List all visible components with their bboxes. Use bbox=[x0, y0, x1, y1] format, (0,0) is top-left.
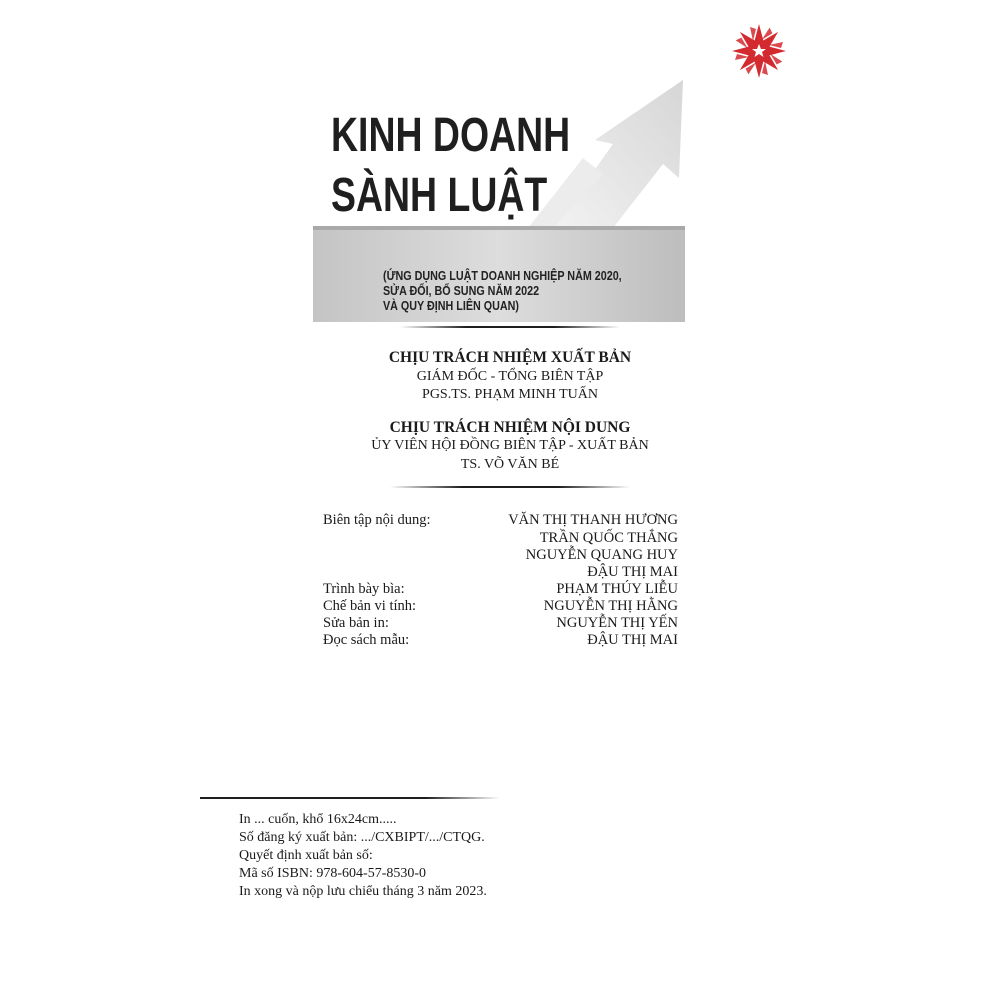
credit-label-typesetting: Chế bản vi tính: bbox=[323, 598, 417, 614]
credit-name: NGUYỄN THỊ HẰNG bbox=[543, 598, 678, 614]
registration-line: Số đăng ký xuất bản: .../CXBIPT/.../CTQG. bbox=[239, 830, 485, 845]
credit-name: TRẦN QUỐC THẮNG bbox=[539, 530, 678, 546]
publishing-person: PGS.TS. PHẠM MINH TUẤN bbox=[422, 387, 598, 402]
subtitle-line-3: VÀ QUY ĐỊNH LIÊN QUAN) bbox=[383, 299, 519, 313]
book-title-block bbox=[313, 78, 685, 323]
credit-label-sample-reading: Đọc sách mẫu: bbox=[323, 632, 410, 648]
content-role: ỦY VIÊN HỘI ĐỒNG BIÊN TẬP - XUẤT BẢN bbox=[371, 438, 649, 453]
credit-name: NGUYỄN QUANG HUY bbox=[525, 547, 678, 563]
divider-top bbox=[400, 326, 620, 328]
credit-name: ĐẬU THỊ MAI bbox=[587, 632, 678, 648]
footer-divider bbox=[200, 797, 500, 799]
subtitle-line-1: (ỨNG DỤNG LUẬT DOANH NGHIỆP NĂM 2020, bbox=[383, 269, 622, 283]
credit-name: VĂN THỊ THANH HƯƠNG bbox=[508, 512, 678, 528]
publishing-role: GIÁM ĐỐC - TỔNG BIÊN TẬP bbox=[416, 369, 604, 384]
credit-label-cover-design: Trình bày bìa: bbox=[323, 581, 405, 597]
publisher-star-logo bbox=[728, 22, 790, 80]
title-line-1: KINH DOANH bbox=[331, 109, 571, 162]
deposit-line: In xong và nộp lưu chiểu tháng 3 năm 2023. bbox=[239, 884, 487, 899]
print-run-line: In ... cuốn, khổ 16x24cm..... bbox=[239, 812, 397, 827]
divider-middle bbox=[390, 486, 630, 488]
subtitle-line-2: SỬA ĐỔI, BỔ SUNG NĂM 2022 bbox=[383, 284, 540, 298]
credit-name: PHẠM THÚY LIỄU bbox=[556, 581, 678, 597]
content-person: TS. VÕ VĂN BÉ bbox=[460, 457, 560, 472]
isbn-line: Mã số ISBN: 978-604-57-8530-0 bbox=[239, 866, 427, 881]
title-line-2: SÀNH LUẬT bbox=[331, 169, 548, 222]
content-responsibility-heading: CHỊU TRÁCH NHIỆM NỘI DUNG bbox=[389, 419, 631, 436]
decision-line: Quyết định xuất bản số: bbox=[239, 848, 373, 863]
credit-label-proofreading: Sửa bản in: bbox=[323, 615, 389, 631]
credit-label-content-editor: Biên tập nội dung: bbox=[323, 512, 431, 528]
credit-name: ĐẬU THỊ MAI bbox=[587, 564, 678, 580]
credit-name: NGUYỄN THỊ YẾN bbox=[556, 615, 678, 631]
publishing-responsibility-heading: CHỊU TRÁCH NHIỆM XUẤT BẢN bbox=[388, 349, 632, 366]
